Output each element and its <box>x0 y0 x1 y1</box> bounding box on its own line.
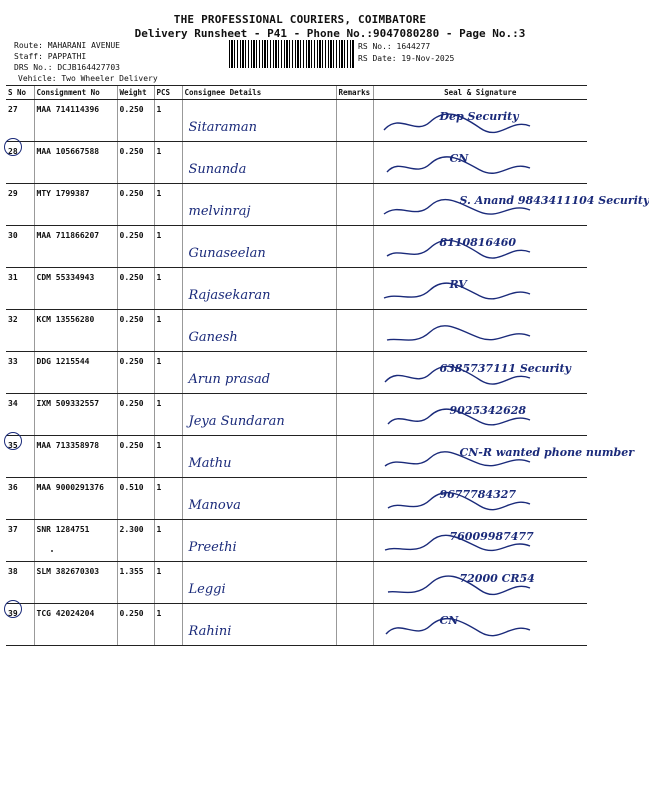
signature-text: 8110816460 <box>439 236 517 249</box>
row-remarks <box>336 520 373 562</box>
row-pcs-text: 1 <box>156 525 162 534</box>
row-signature <box>373 562 587 604</box>
table-row <box>6 394 587 436</box>
table-row <box>6 310 587 352</box>
row-pcs-text: 1 <box>156 273 162 282</box>
signature-scribble <box>380 318 590 348</box>
row-consignment-no-text: MAA 713358978 <box>36 441 100 450</box>
signature-text: RV <box>449 278 467 291</box>
company-title: THE PROFESSIONAL COURIERS, COIMBATORE <box>173 13 427 26</box>
row-weight-text: 0.250 <box>119 315 144 324</box>
row-consignee <box>182 604 336 646</box>
row-consignment-no <box>34 226 117 268</box>
row-pcs-text: 1 <box>156 315 162 324</box>
col-remarks: Remarks <box>336 86 373 100</box>
row-consignee <box>182 562 336 604</box>
row-weight-text: 0.250 <box>119 231 144 240</box>
table-row <box>6 268 587 310</box>
row-pcs <box>154 436 182 478</box>
row-sno <box>6 226 34 268</box>
signature-scribble <box>380 276 590 306</box>
signature-mark <box>380 108 590 138</box>
row-consignment-no <box>34 604 117 646</box>
row-consignment-no <box>34 100 117 142</box>
row-sno-text: 28 <box>8 147 18 156</box>
row-pcs <box>154 562 182 604</box>
row-sno <box>6 142 34 184</box>
row-consignee <box>182 520 336 562</box>
row-signature <box>373 226 587 268</box>
table-row <box>6 184 587 226</box>
signature-mark <box>380 234 590 264</box>
row-sno <box>6 184 34 226</box>
row-consignment-no-text: KCM 13556280 <box>36 315 95 324</box>
row-pcs <box>154 310 182 352</box>
signature-text: 76009987477 <box>449 530 534 543</box>
row-weight-text: 0.250 <box>119 105 144 114</box>
row-remarks <box>336 100 373 142</box>
col-consignee: Consignee Details <box>182 86 336 100</box>
row-consignment-no <box>34 562 117 604</box>
signature-text: S. Anand 9843411104 Security <box>459 194 649 207</box>
row-pcs <box>154 184 182 226</box>
row-sno-text: 39 <box>8 609 18 618</box>
row-consignee <box>182 142 336 184</box>
row-sno-text: 36 <box>8 483 18 492</box>
signature-mark <box>380 402 590 432</box>
table-row <box>6 562 587 604</box>
row-weight <box>117 268 154 310</box>
col-consignment: Consignment No <box>34 86 117 100</box>
table-row <box>6 520 587 562</box>
consignee-handwriting: Sunanda <box>188 162 247 177</box>
consignee-handwriting: Jeya Sundaran <box>188 414 285 429</box>
row-remarks <box>336 226 373 268</box>
row-pcs-text: 1 <box>156 483 162 492</box>
signature-mark <box>380 150 590 180</box>
circle-mark <box>4 432 22 450</box>
row-weight-text: 2.300 <box>119 525 144 534</box>
row-pcs <box>154 142 182 184</box>
row-sno-text: 38 <box>8 567 18 576</box>
col-sno: S No <box>6 86 34 100</box>
row-signature <box>373 100 587 142</box>
consignee-handwriting: Ganesh <box>188 330 238 345</box>
row-consignment-no-text: CDM 55334943 <box>36 273 95 282</box>
row-weight-text: 0.510 <box>119 483 144 492</box>
row-pcs-text: 1 <box>156 441 162 450</box>
row-signature <box>373 184 649 226</box>
row-consignee <box>182 436 336 478</box>
row-sno-text: 29 <box>8 189 18 198</box>
row-weight-text: 0.250 <box>119 441 144 450</box>
signature-text: 6385737111 Security <box>439 362 571 375</box>
row-weight-text: 0.250 <box>119 147 144 156</box>
col-weight: Weight <box>117 86 154 100</box>
runsheet-title: Delivery Runsheet - P41 - Phone No.:9047080280 - Page No.:3 <box>134 27 526 40</box>
route-label: Route: MAHARANI AVENUE <box>14 41 120 50</box>
signature-text: CN-R wanted phone number <box>459 446 635 459</box>
row-consignment-no <box>34 436 117 478</box>
signature-text: 9025342628 <box>449 404 527 417</box>
row-sno <box>6 352 34 394</box>
row-signature <box>373 394 587 436</box>
row-consignee <box>182 478 336 520</box>
row-weight-text: 0.250 <box>119 273 144 282</box>
consignee-handwriting: Sitaraman <box>188 120 257 135</box>
signature-mark <box>380 192 649 222</box>
row-pcs <box>154 352 182 394</box>
row-consignee <box>182 352 336 394</box>
row-pcs <box>154 604 182 646</box>
row-consignment-no <box>34 478 117 520</box>
row-remarks <box>336 562 373 604</box>
row-consignment-no-text: SNR 1284751 <box>36 525 90 534</box>
row-consignment-no-text: MAA 714114396 <box>36 105 100 114</box>
row-weight <box>117 478 154 520</box>
row-sno <box>6 604 34 646</box>
row-pcs-text: 1 <box>156 231 162 240</box>
signature-text: Dep Security <box>439 110 519 123</box>
row-sno <box>6 520 34 562</box>
row-consignment-no-text: MTY 1799387 <box>36 189 90 198</box>
drs-label: DRS No.: DCJB164427703 <box>14 63 120 72</box>
consignee-handwriting: Manova <box>188 498 241 513</box>
row-sno-text: 32 <box>8 315 18 324</box>
row-pcs <box>154 478 182 520</box>
row-weight-text: 0.250 <box>119 609 144 618</box>
row-consignment-no-text: DDG 1215544 <box>36 357 90 366</box>
row-signature <box>373 604 587 646</box>
row-consignment-no-text: MAA 9000291376 <box>36 483 104 492</box>
signature-mark <box>380 276 590 306</box>
row-pcs-text: 1 <box>156 609 162 618</box>
rs-date: RS Date: 19-Nov-2025 <box>358 54 455 63</box>
rs-info <box>358 41 454 65</box>
row-sno-text: 34 <box>8 399 18 408</box>
rs-number: RS No.: 1644277 <box>358 42 431 51</box>
signature-mark <box>380 612 590 642</box>
consignee-handwriting: Gunaseelan <box>188 246 266 261</box>
row-consignee <box>182 100 336 142</box>
consignee-handwriting: Preethi <box>188 540 237 555</box>
row-weight <box>117 100 154 142</box>
row-weight <box>117 352 154 394</box>
runsheet-table <box>6 85 649 646</box>
row-sno <box>6 268 34 310</box>
table-row <box>6 226 587 268</box>
vehicle-label: Vehicle: Two Wheeler Delivery <box>18 74 158 83</box>
row-pcs <box>154 226 182 268</box>
row-weight-text: 0.250 <box>119 399 144 408</box>
signature-mark <box>380 486 590 516</box>
signature-mark <box>380 360 590 390</box>
row-sno <box>6 394 34 436</box>
row-weight <box>117 226 154 268</box>
row-consignment-no-text: IXM 509332557 <box>36 399 100 408</box>
row-remarks <box>336 310 373 352</box>
row-sno-text: 27 <box>8 105 18 114</box>
row-consignment-no <box>34 394 117 436</box>
row-weight-text: 0.250 <box>119 357 144 366</box>
signature-scribble <box>380 612 590 642</box>
row-weight <box>117 394 154 436</box>
row-consignment-no <box>34 520 117 562</box>
signature-text: 72000 CR54 <box>459 572 535 585</box>
consignee-handwriting: Rajasekaran <box>188 288 271 303</box>
row-signature <box>373 268 587 310</box>
row-pcs-text: 1 <box>156 399 162 408</box>
dot-mark <box>51 550 53 552</box>
row-weight <box>117 604 154 646</box>
row-sno <box>6 100 34 142</box>
table-row <box>6 478 587 520</box>
consignee-handwriting: Rahini <box>188 624 232 639</box>
row-weight <box>117 142 154 184</box>
table-row <box>6 100 587 142</box>
row-sno-text: 30 <box>8 231 18 240</box>
row-sno-text: 33 <box>8 357 18 366</box>
row-signature <box>373 310 587 352</box>
row-remarks <box>336 436 373 478</box>
row-consignment-no <box>34 352 117 394</box>
row-pcs <box>154 520 182 562</box>
consignee-handwriting: melvinraj <box>188 204 251 219</box>
barcode-image <box>229 40 355 68</box>
consignee-handwriting: Leggi <box>188 582 226 597</box>
row-remarks <box>336 478 373 520</box>
row-consignee <box>182 226 336 268</box>
col-signature: Seal & Signature <box>373 86 587 100</box>
row-consignee <box>182 184 336 226</box>
row-remarks <box>336 142 373 184</box>
row-sno <box>6 310 34 352</box>
row-sno <box>6 562 34 604</box>
row-pcs <box>154 394 182 436</box>
row-remarks <box>336 268 373 310</box>
signature-text: 9677784327 <box>439 488 517 501</box>
row-pcs-text: 1 <box>156 105 162 114</box>
signature-mark <box>380 528 590 558</box>
row-signature <box>373 520 587 562</box>
row-consignment-no-text: SLM 382670303 <box>36 567 100 576</box>
table-row <box>6 142 587 184</box>
row-consignment-no <box>34 184 117 226</box>
row-sno-text: 31 <box>8 273 18 282</box>
table-row <box>6 352 587 394</box>
row-weight-text: 1.355 <box>119 567 144 576</box>
row-signature <box>373 436 635 478</box>
row-pcs-text: 1 <box>156 189 162 198</box>
circle-mark <box>4 138 22 156</box>
row-sno-text: 35 <box>8 441 18 450</box>
row-sno <box>6 436 34 478</box>
table-row <box>6 436 587 478</box>
row-consignee <box>182 310 336 352</box>
row-weight <box>117 310 154 352</box>
row-sno-text: 37 <box>8 525 18 534</box>
row-consignee <box>182 394 336 436</box>
row-signature <box>373 142 587 184</box>
row-consignment-no-text: TCG 42024204 <box>36 609 95 618</box>
signature-text: CN <box>449 152 469 165</box>
consignee-handwriting: Arun prasad <box>188 372 271 387</box>
signature-mark <box>380 570 590 600</box>
row-weight-text: 0.250 <box>119 189 144 198</box>
table-row <box>6 604 587 646</box>
row-weight <box>117 520 154 562</box>
row-remarks <box>336 184 373 226</box>
signature-text: CN <box>439 614 459 627</box>
row-remarks <box>336 604 373 646</box>
signature-mark <box>380 444 635 474</box>
table-header-row <box>6 86 587 100</box>
row-consignment-no <box>34 310 117 352</box>
staff-label: Staff: PAPPATHI <box>14 52 87 61</box>
row-weight <box>117 562 154 604</box>
consignee-handwriting: Mathu <box>188 456 232 471</box>
row-consignment-no <box>34 142 117 184</box>
signature-scribble <box>380 150 590 180</box>
row-consignee <box>182 268 336 310</box>
row-remarks <box>336 352 373 394</box>
signature-mark <box>380 318 590 348</box>
row-weight <box>117 184 154 226</box>
row-pcs-text: 1 <box>156 147 162 156</box>
row-signature <box>373 352 587 394</box>
circle-mark <box>4 600 22 618</box>
row-weight <box>117 436 154 478</box>
row-pcs-text: 1 <box>156 357 162 366</box>
row-consignment-no <box>34 268 117 310</box>
row-consignment-no-text: MAA 711866207 <box>36 231 100 240</box>
row-remarks <box>336 394 373 436</box>
col-pcs: PCS <box>154 86 182 100</box>
row-consignment-no-text: MAA 105667588 <box>36 147 100 156</box>
row-sno <box>6 478 34 520</box>
row-signature <box>373 478 587 520</box>
row-pcs <box>154 268 182 310</box>
row-pcs-text: 1 <box>156 567 162 576</box>
row-pcs <box>154 100 182 142</box>
